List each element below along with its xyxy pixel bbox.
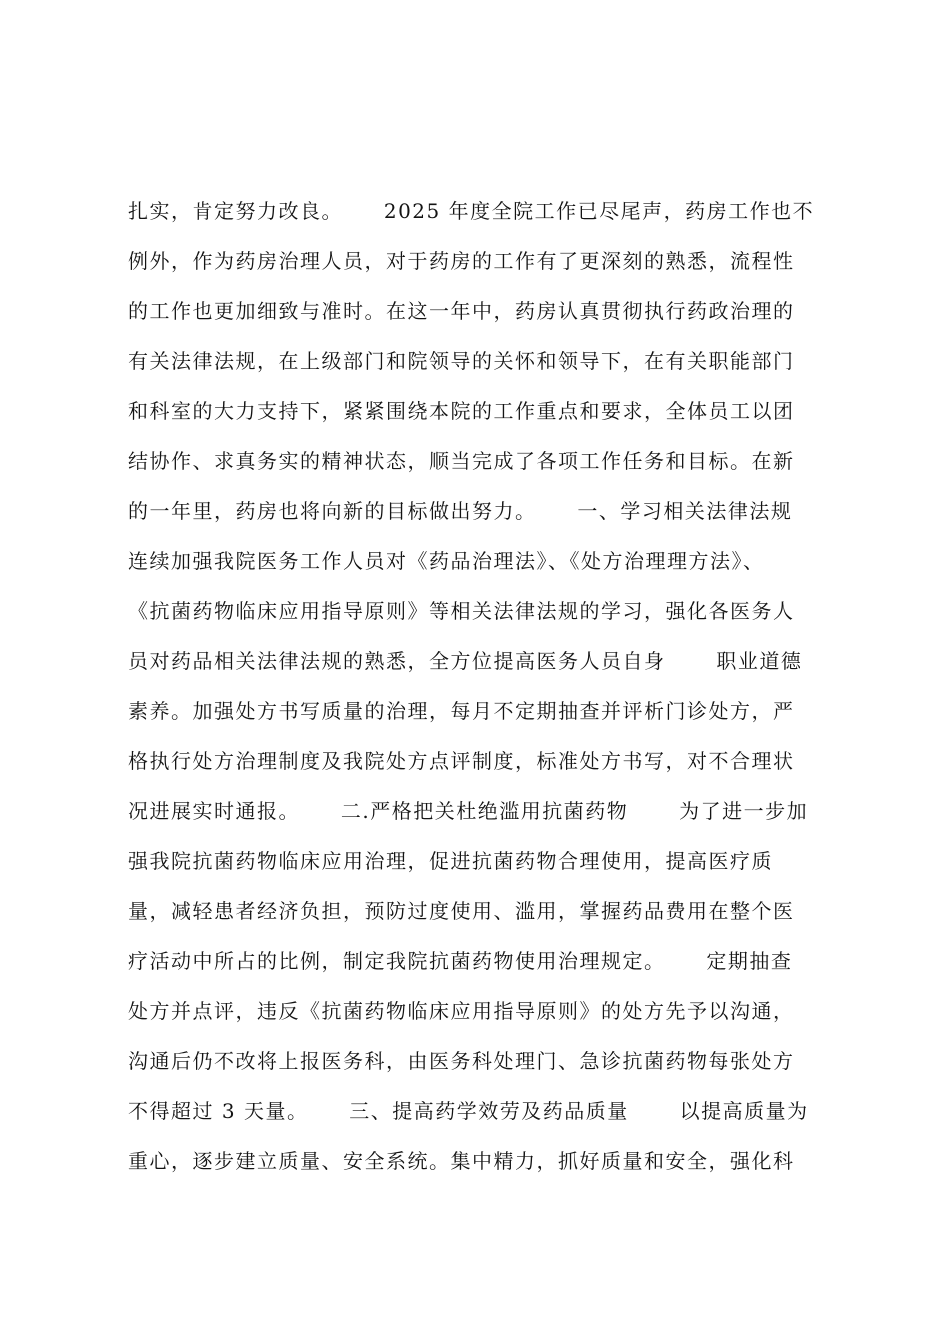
text-line: 有关法律法规，在上级部门和院领导的关怀和领导下，在有关职能部门: [128, 349, 795, 373]
text-line: 员对药品相关法律法规的熟悉，全方位提高医务人员自身 职业道德: [128, 649, 803, 673]
text-line: 量，减轻患者经济负担，预防过度使用、滥用，掌握药品费用在整个医: [128, 899, 795, 923]
text-line: 例外，作为药房治理人员，对于药房的工作有了更深刻的熟悉，流程性: [128, 249, 795, 273]
text-line: 强我院抗菌药物临床应用治理，促进抗菌药物合理使用，提高医疗质: [128, 849, 773, 873]
text-line: 处方并点评，违反《抗菌药物临床应用指导原则》的处方先予以沟通，: [128, 999, 795, 1023]
text-line: 格执行处方治理制度及我院处方点评制度，标准处方书写，对不合理状: [128, 749, 795, 773]
text-line: 的一年里，药房也将向新的目标做出努力。 一、学习相关法律法规: [128, 499, 793, 523]
text-line: 结协作、求真务实的精神状态，顺当完成了各项工作任务和目标。在新: [128, 449, 795, 473]
text-line: 素养。加强处方书写质量的治理，每月不定期抽查并评析门诊处方，严: [128, 699, 795, 723]
text-line: 况进展实时通报。 二.严格把关杜绝滥用抗菌药物 为了进一步加: [128, 799, 809, 823]
text-line: 的工作也更加细致与准时。在这一年中，药房认真贯彻执行药政治理的: [128, 299, 795, 323]
text-line: 扎实，肯定努力改良。 2025 年度全院工作已尽尾声，药房工作也不: [128, 199, 815, 223]
body-text: [128, 186, 848, 1186]
text-line: 和科室的大力支持下，紧紧围绕本院的工作重点和要求，全体员工以团: [128, 399, 795, 423]
text-line: 沟通后仍不改将上报医务科，由医务科处理门、急诊抗菌药物每张处方: [128, 1049, 795, 1073]
text-line: 《抗菌药物临床应用指导原则》等相关法律法规的学习，强化各医务人: [128, 599, 795, 623]
text-line: 重心，逐步建立质量、安全系统。集中精力，抓好质量和安全，强化科: [128, 1149, 795, 1173]
text-line: 不得超过 3 天量。 三、提高药学效劳及药品质量 以提高质量为: [128, 1099, 809, 1123]
text-line: 连续加强我院医务工作人员对《药品治理法》、《处方治理理方法》、: [128, 549, 765, 573]
text-line: 疗活动中所占的比例，制定我院抗菌药物使用治理规定。 定期抽查: [128, 949, 793, 973]
